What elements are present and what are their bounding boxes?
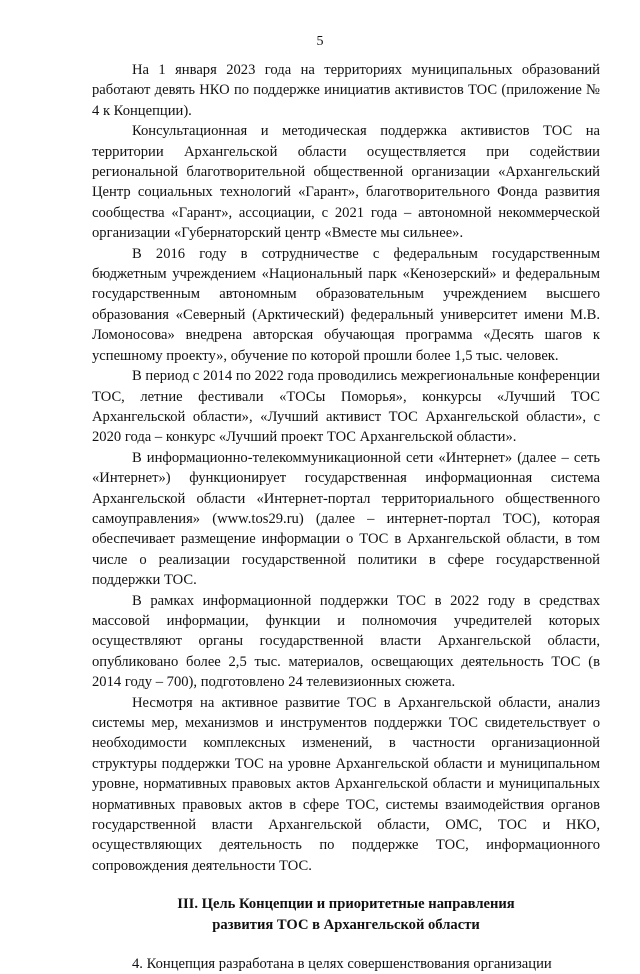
paragraph-consulting-support: Консультационная и методическая поддержка активистов ТОС на территории Архангельской области осуществляется при содействии региональной благотворительной общественной организации «Архангельский Центр социальных технологий «Гарант», благотворительного Фонда развития сообщества «Гарант», ассоциации, с 2021 года – автономной некоммерческой организации «Губернаторский центр «Вместе мы сильнее». [92,123,600,242]
section-heading-line-1: III. Цель Концепции и приоритетные направления [177,896,515,913]
paragraph-training-program: В 2016 году в сотрудничестве с федеральным государственным бюджетным учреждением «Национальный парк «Кенозерский» и федеральным государственным автономным образовательным учреждением высшего образования «Северный (Арктический) федеральный университет имени М.В. Ломоносова» внедрена авторская обучающая программа «Десять шагов к успешному проекту», обучение по которой прошли более 1,5 тыс. человек. [92,245,600,364]
paragraph-analysis: Несмотря на активное развитие ТОС в Архангельской области, анализ системы мер, механизмов и инструментов поддержки ТОС свидетельствует о необходимости комплексных изменений, в частности организационной структуры поддержки ТОС на уровне Архангельской области и муниципальном уровне, нормативных правовых актов Архангельской области и муниципальных нормативных правовых актов в сфере ТОС, системы взаимодействия органов государственной власти Архангельской области, ОМС, ТОС и НКО, осуществляющих деятельность по поддержке ТОС, информационного сопровождения деятельности ТОС. [92,694,600,874]
paragraph-concept-goal: 4. Концепция разработана в целях совершенствования организации [132,956,552,973]
paragraph-internet-portal: В информационно-телекоммуникационной сети «Интернет» (далее – сеть «Интернет») функционирует государственная информационная система Архангельской области «Интернет-портал территориального общественного самоуправления» (www.tos29.ru) (далее – интернет-портал ТОС), которая обеспечивает размещение информации о ТОС в Архангельской области, в том числе о реализации государственной политики в сфере государственной поддержки ТОС. [92,449,600,589]
paragraph-nko-count: На 1 января 2023 года на территориях муниципальных образований работают девять НКО по поддержке инициатив активистов ТОС (приложение № 4 к Концепции). [92,62,600,119]
section-heading [92,894,600,935]
document-body [92,60,600,974]
section-heading-line-2: развития ТОС в Архангельской области [212,916,480,933]
paragraph-media-support: В рамках информационной поддержки ТОС в 2022 году в средствах массовой информации, функции и полномочия учредителей которых осуществляют органы государственной власти Архангельской области, опубликовано более 2,5 тыс. материалов, освещающих деятельность ТОС (в 2014 году – 700), подготовлено 24 телевизионных сюжета. [92,592,600,691]
page-number: 5 [316,34,324,49]
paragraph-conferences: В период с 2014 по 2022 года проводились межрегиональные конференции ТОС, летние фестивали «ТОСы Поморья», конкурсы «Лучший ТОС Архангельской области», «Лучший активист ТОС Архангельской области», с 2020 года – конкурс «Лучший проект ТОС Архангельской области». [92,368,600,446]
